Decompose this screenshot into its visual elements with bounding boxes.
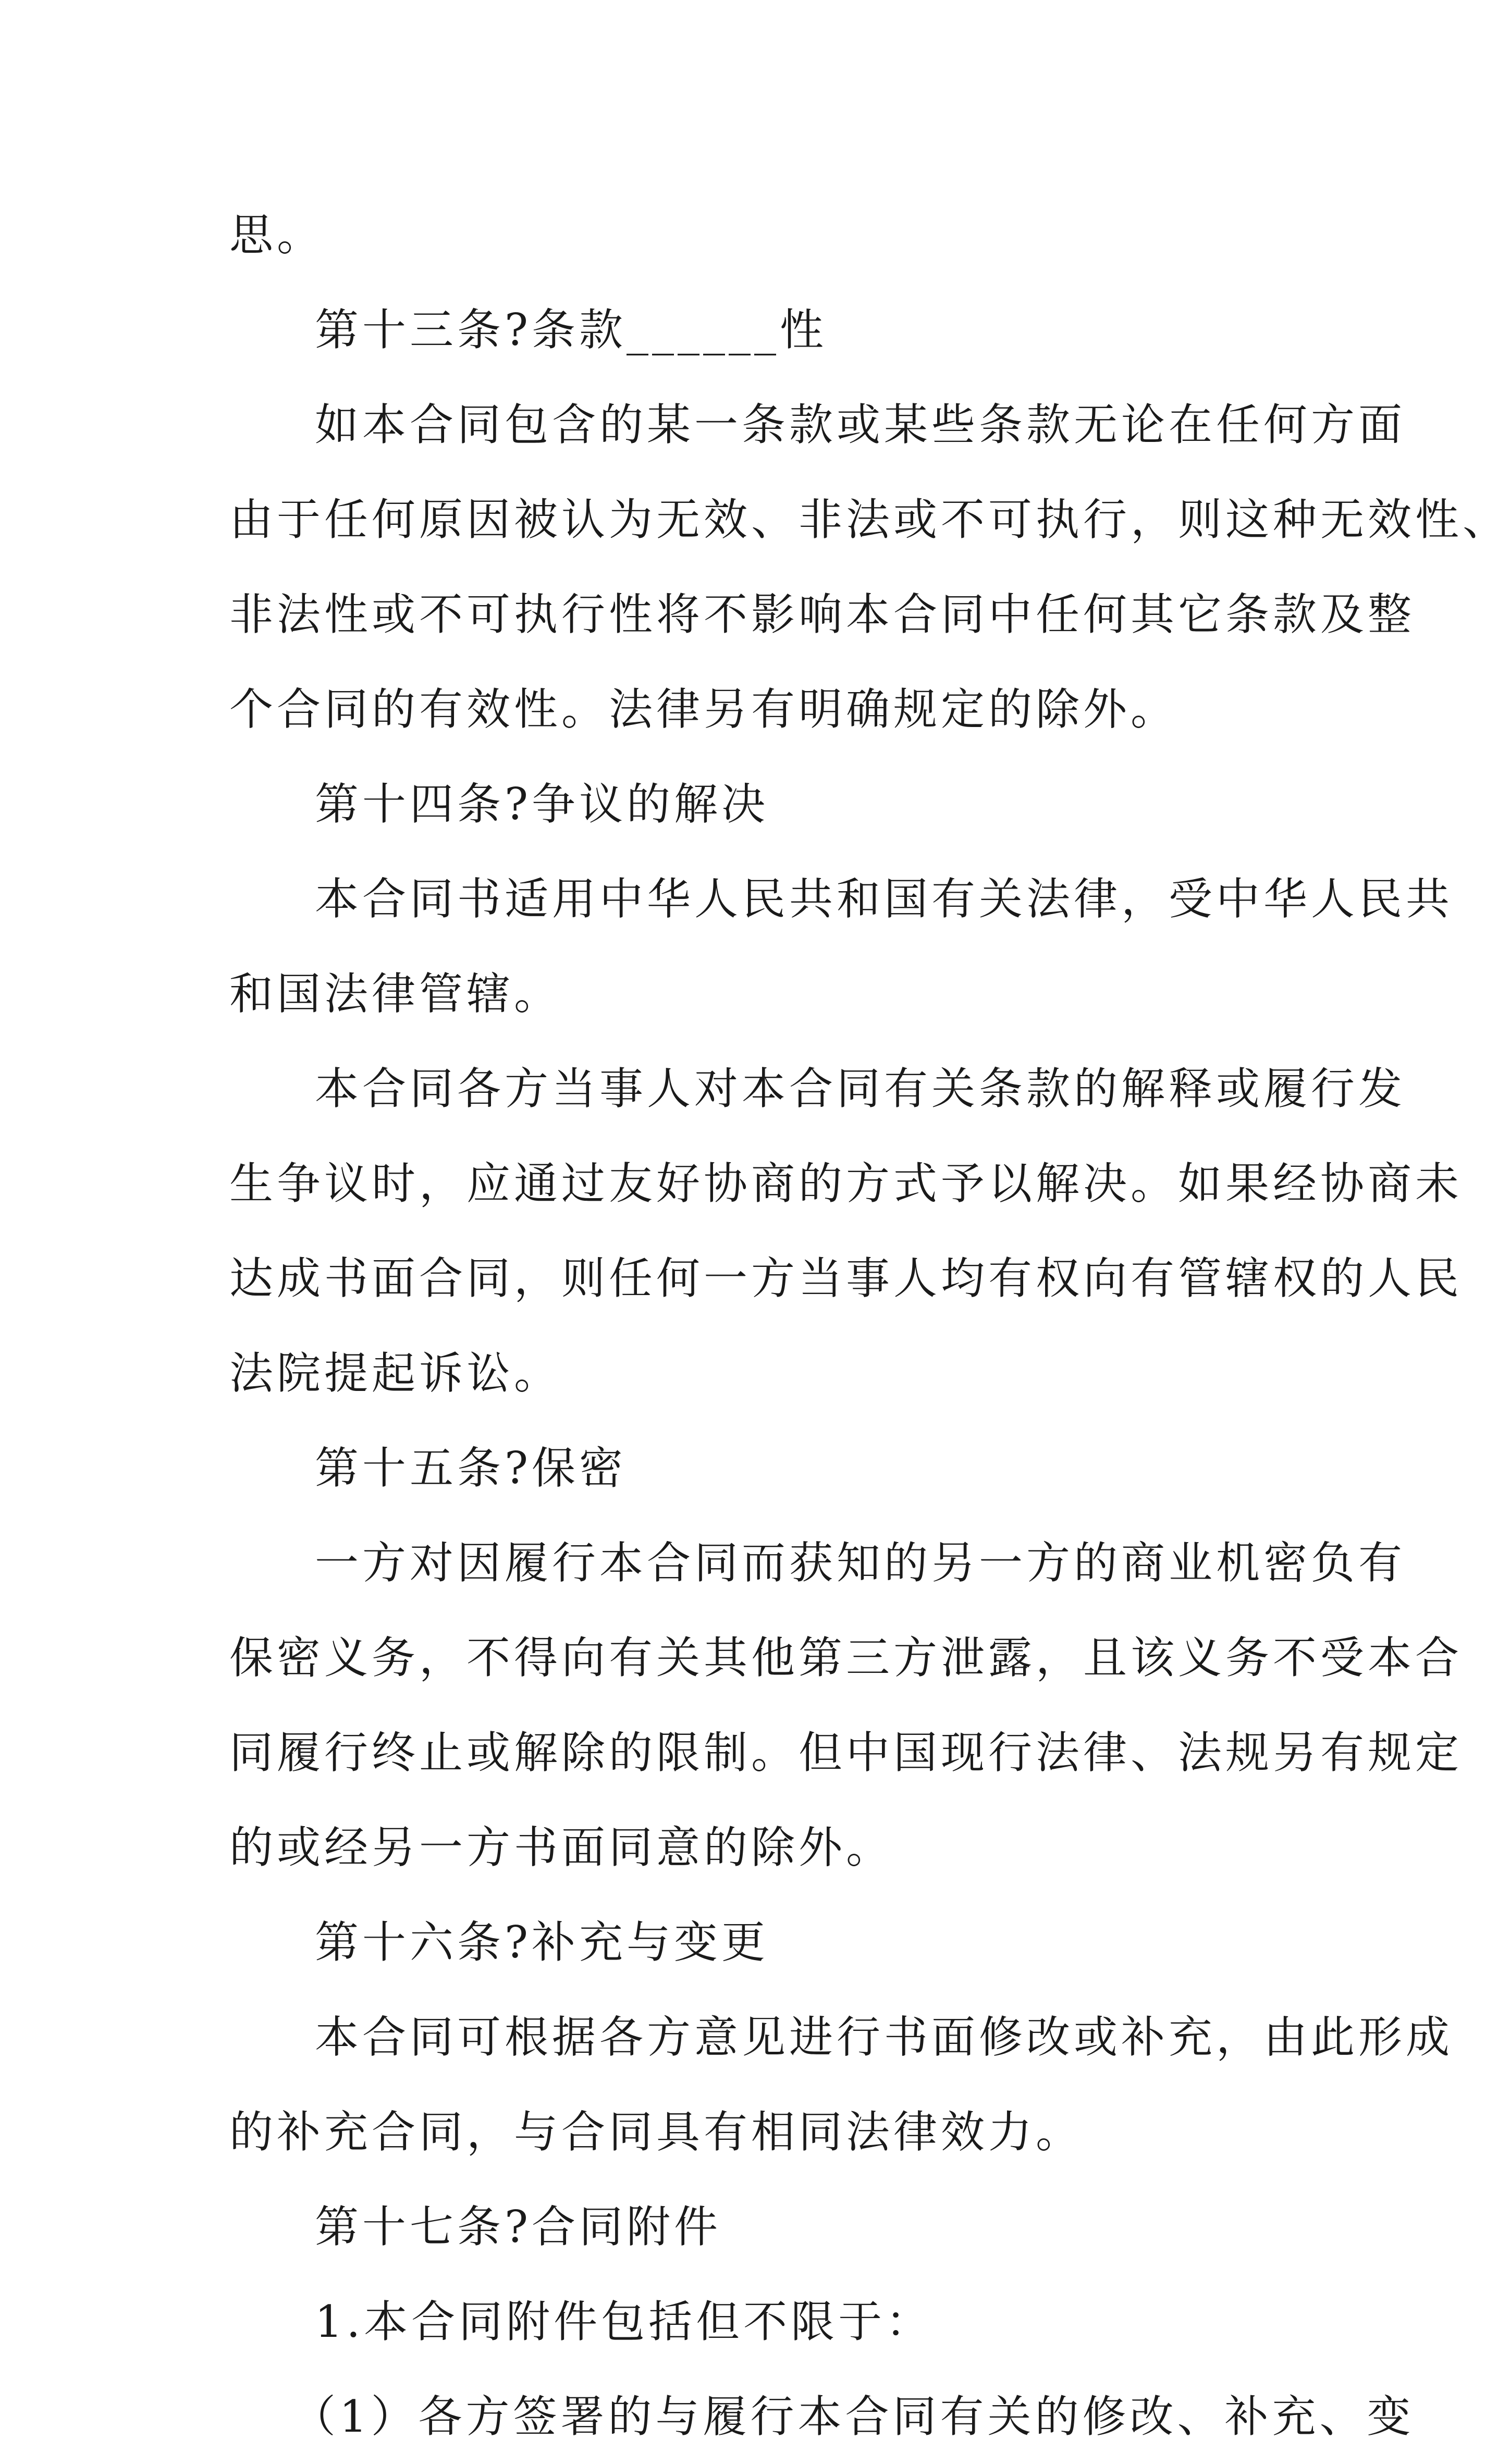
text-line: 的或经另一方书面同意的除外。: [229, 1822, 894, 1873]
text-line: 保密义务，不得向有关其他第三方泄露，且该义务不受本合: [229, 1632, 1463, 1683]
text-line: 由于任何原因被认为无效、非法或不可执行，则这种无效性、: [229, 494, 1510, 545]
text-line: 的补充合同，与合同具有相同法律效力。: [229, 2106, 1084, 2158]
clause-heading-15: 第十五条?保密: [315, 1443, 627, 1494]
text-line: 本合同书适用中华人民共和国有关法律，受中华人民共: [315, 873, 1454, 925]
list-item: （1）各方签署的与履行本合同有关的修改、补充、变: [292, 2391, 1415, 2442]
text-line: 如本合同包含的某一条款或某些条款无论在任何方面: [315, 399, 1406, 450]
text-line: 本合同各方当事人对本合同有关条款的解释或履行发: [315, 1063, 1406, 1114]
text-line: 生争议时，应通过友好协商的方式予以解决。如果经协商未: [229, 1158, 1463, 1209]
text-line: 和国法律管辖。: [229, 968, 562, 1019]
list-item: 1.本合同附件包括但不限于：: [315, 2296, 934, 2347]
clause-heading-16: 第十六条?补充与变更: [315, 1917, 769, 1968]
text-line: 达成书面合同，则任何一方当事人均有权向有管辖权的人民: [229, 1253, 1463, 1304]
text-line: 法院提起诉讼。: [229, 1348, 562, 1399]
clause-heading-14: 第十四条?争议的解决: [315, 779, 769, 830]
text-line: 同履行终止或解除的限制。但中国现行法律、法规另有规定: [229, 1727, 1463, 1778]
text-line: 一方对因履行本合同而获知的另一方的商业机密负有: [315, 1537, 1406, 1588]
text-line: 个合同的有效性。法律另有明确规定的除外。: [229, 684, 1178, 735]
document-body: [229, 188, 1510, 2464]
text-line: 本合同可根据各方意见进行书面修改或补充，由此形成: [315, 2012, 1454, 2063]
clause-heading-13: 第十三条?条款______性: [315, 304, 828, 355]
text-line: 思。: [229, 210, 325, 261]
clause-heading-17: 第十七条?合同附件: [315, 2201, 722, 2252]
text-line: 非法性或不可执行性将不影响本合同中任何其它条款及整: [229, 589, 1416, 640]
